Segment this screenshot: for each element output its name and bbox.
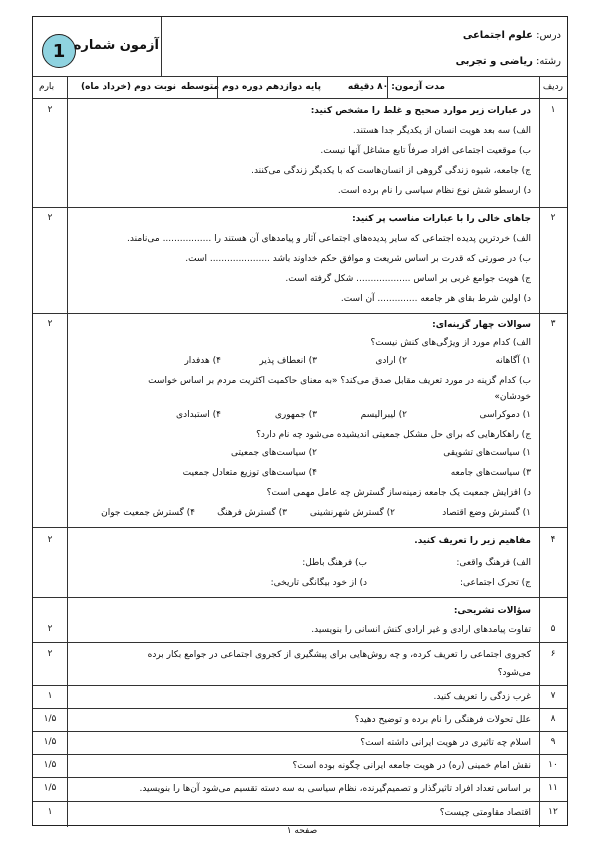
- q3-d-opt4: ۴) گسترش جمعیت جوان: [101, 508, 195, 518]
- q8-number: ۸: [550, 714, 556, 724]
- q1-line-b: ب) موقعیت اجتماعی افراد صرفاً تابع مشاغل آنها نیست.: [320, 146, 531, 156]
- q1-number: ۱: [550, 105, 556, 115]
- q1-line-c: ج) جامعه، شیوه زندگی گروهی از انسان‌هاست که با یکدیگر زندگی می‌کنند.: [251, 166, 531, 176]
- q12-number: ۱۲: [548, 807, 558, 817]
- q2-line-a: الف) خردترین پدیده اجتماعی که سایر پدیده‌های اجتماعی آثار و پیامدهای آن هستند را ................. می‌نامند.: [127, 234, 531, 244]
- q9-number: ۹: [550, 737, 556, 747]
- q12-score: ۱: [47, 807, 53, 817]
- field-name: ریاضی و تجربی: [455, 56, 533, 67]
- q3-b-opt2: ۲) لیبرالیسم: [360, 410, 407, 420]
- field-label: رشته:: [536, 56, 561, 67]
- q12-text: اقتصاد مقاومتی چیست؟: [439, 808, 531, 818]
- duration: مدت آزمون: ۸۰ دقیقه: [347, 82, 445, 92]
- lesson-row: [463, 29, 561, 42]
- q3-c-question: ج) راهکارهایی که برای حل مشکل جمعیتی اندیشیده می‌شود چه نام دارد؟: [256, 430, 531, 440]
- q6-score: ۲: [47, 649, 53, 659]
- q7-text: غرب زدگی را تعریف کنید.: [433, 692, 531, 702]
- exam-paper: [32, 16, 568, 826]
- descriptive-section-title: سؤالات تشریحی:: [453, 606, 531, 616]
- q11-text: بر اساس تعداد افراد تاثیرگذار و تصمیم‌گیرنده، نظام سیاسی به سه دسته تقسیم می‌شود آن‌ها را بنویسید.: [139, 784, 531, 794]
- q6-text-cont: می‌شود؟: [497, 668, 531, 678]
- q3-b-opt1: ۱) دموکراسی: [479, 410, 531, 420]
- q1-title: در عبارات زیر موارد صحیح و غلط را مشخص کنید:: [310, 106, 531, 116]
- q10-text: نقش امام خمینی (ره) در هویت جامعه ایرانی چگونه بوده است؟: [292, 761, 531, 771]
- q4-score: ۲: [47, 535, 53, 545]
- q1-line-a: الف) سه بعد هویت انسان از یکدیگر جدا هستند.: [352, 126, 531, 136]
- q3-c-opt1: ۱) سیاست‌های تشویقی: [443, 448, 531, 458]
- q2-line-b: ب) در صورتی که قدرت بر اساس شریعت و موافق حکم خداوند باشد ..................... است.: [185, 254, 531, 264]
- row-label: ردیف: [542, 82, 563, 92]
- page-number: صفحه ۱: [286, 826, 318, 836]
- q3-d-opt3: ۳) گسترش فرهنگ: [217, 508, 287, 518]
- q3-a-opt3: ۳) انعطاف پذیر: [259, 356, 317, 366]
- q9-text: اسلام چه تاثیری در هویت ایرانی داشته است؟: [360, 738, 531, 748]
- q4-item-c: ج) تحرک اجتماعی:: [459, 578, 531, 588]
- exam-number-badge: 1: [42, 34, 76, 68]
- q2-number: ۲: [550, 213, 556, 223]
- q3-c-opt4: ۴) سیاست‌های توزیع متعادل جمعیت: [182, 468, 317, 478]
- q6-number: ۶: [550, 649, 556, 659]
- q3-b-question-2: خودشان»: [494, 392, 531, 402]
- q2-title: جاهای خالی را با عبارات مناسب پر کنید:: [352, 214, 531, 224]
- score-label: بارم: [39, 82, 55, 92]
- lesson-label: درس:: [536, 30, 561, 41]
- q7-score: ۱: [47, 691, 53, 701]
- q1-line-d: د) ارسطو شش نوع نظام سیاسی را نام برده است.: [337, 186, 531, 196]
- q10-score: ۱/۵: [43, 760, 57, 770]
- q3-a-opt4: ۴) هدفدار: [184, 356, 221, 366]
- q3-number: ۳: [550, 319, 556, 329]
- q4-title: مفاهیم زیر را تعریف کنید.: [414, 536, 531, 546]
- q9-score: ۱/۵: [43, 737, 57, 747]
- lesson-name: علوم اجتماعی: [462, 30, 533, 41]
- q6-text: کجروی اجتماعی را تعریف کرده، و چه روش‌هایی برای پیشگیری از کجروی اجتماعی در جوامع بکار برده: [147, 650, 531, 660]
- q1-score: ۲: [47, 105, 53, 115]
- q3-a-opt2: ۲) ارادی: [375, 356, 407, 366]
- q3-c-opt3: ۳) سیاست‌های جامعه: [450, 468, 531, 478]
- q3-d-opt2: ۲) گسترش شهرنشینی: [309, 508, 395, 518]
- session: نوبت دوم (خرداد ماه): [81, 82, 177, 92]
- q3-b-question-1: ب) کدام گزینه در مورد تعریف مقابل صدق می‌کند؟ «به معنای حاکمیت اکثریت مردم بر اساس خواست: [148, 376, 531, 386]
- q3-title: سوالات چهار گزینه‌ای:: [432, 320, 531, 330]
- q3-a-question: الف) کدام مورد از ویژگی‌های کنش نیست؟: [370, 338, 531, 348]
- q3-b-opt4: ۴) استبدادی: [176, 410, 221, 420]
- q3-b-opt3: ۳) جمهوری: [274, 410, 317, 420]
- q2-score: ۲: [47, 213, 53, 223]
- q2-line-d: د) اولین شرط بقای هر جامعه .............. آن است.: [340, 294, 531, 304]
- q5-number: ۵: [550, 624, 556, 634]
- q5-text: تفاوت پیامدهای ارادی و غیر ارادی کنش انسانی را بنویسید.: [311, 625, 531, 635]
- q3-a-opt1: ۱) آگاهانه: [495, 356, 531, 366]
- q4-item-d: د) از خود بیگانگی تاریخی:: [270, 578, 367, 588]
- q3-c-opt2: ۲) سیاست‌های جمعیتی: [230, 448, 317, 458]
- q4-item-a: الف) فرهنگ واقعی:: [456, 558, 531, 568]
- q8-text: علل تحولات فرهنگی را نام برده و توضیح دهید؟: [354, 715, 531, 725]
- q7-number: ۷: [550, 691, 556, 701]
- q2-line-c: ج) هویت جوامع غربی بر اساس ................... شکل گرفته است.: [285, 274, 531, 284]
- q8-score: ۱/۵: [43, 714, 57, 724]
- q11-score: ۱/۵: [43, 783, 57, 793]
- q3-d-opt1: ۱) گسترش وضع اقتصاد: [442, 508, 531, 518]
- q3-score: ۲: [47, 319, 53, 329]
- q11-number: ۱۱: [548, 783, 558, 793]
- q5-score: ۲: [47, 624, 53, 634]
- field-row: [456, 55, 561, 68]
- q4-item-b: ب) فرهنگ باطل:: [302, 558, 367, 568]
- exam-title: آزمون شماره: [73, 38, 159, 53]
- q4-number: ۴: [550, 535, 556, 545]
- grade: پایه دوازدهم دوره دوم متوسطه: [180, 82, 321, 92]
- q10-number: ۱۰: [548, 760, 558, 770]
- q3-d-question: د) افزایش جمعیت یک جامعه زمینه‌ساز گسترش چه عامل مهمی است؟: [266, 488, 531, 498]
